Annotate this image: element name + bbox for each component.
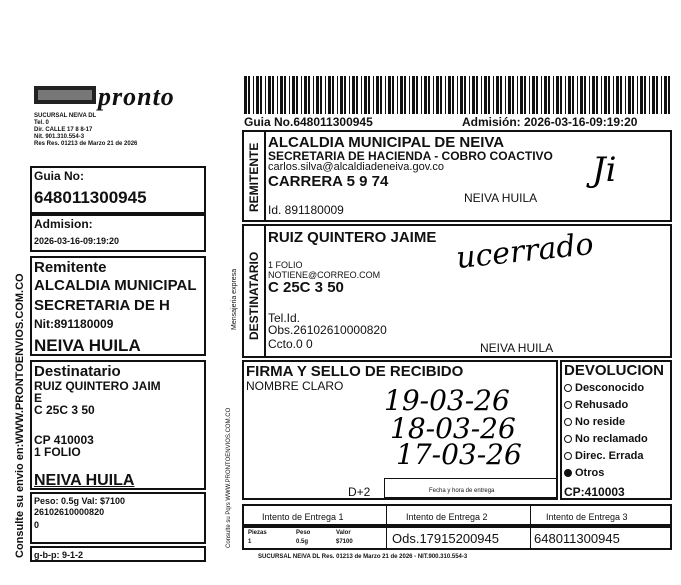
radio-circle-icon — [564, 435, 572, 443]
barcode-bar — [536, 76, 538, 114]
barcode-bar — [380, 76, 382, 114]
dest-notify: NOTIENE@CORREO.COM — [268, 270, 381, 280]
barcode-bar — [272, 76, 274, 114]
ods-value: 26102610000820 — [34, 507, 105, 517]
barcode-bar — [649, 76, 650, 114]
radio-circle-icon — [564, 401, 572, 409]
dest-side-text: Mensajeria expresa — [231, 268, 238, 330]
remitente-box — [30, 256, 206, 356]
guia-box — [30, 166, 206, 214]
main-guia: Guia No.648011300945 — [244, 115, 373, 129]
barcode-bar — [268, 76, 271, 114]
branch-tel: Tel. 0 — [34, 120, 49, 126]
dest-city-main: NEIVA HUILA — [480, 341, 554, 355]
barcode-bar — [412, 76, 415, 114]
intento-1: Intento de Entrega 1 — [262, 512, 344, 522]
barcode-bar — [428, 76, 430, 114]
barcode-bar — [656, 76, 658, 114]
barcode-bar — [400, 76, 403, 114]
barcode-bar — [644, 76, 646, 114]
barcode-bar — [604, 76, 607, 114]
barcode-bar — [253, 76, 254, 114]
branch-resolution: Res Res. 01213 de Marzo 21 de 2026 — [34, 141, 138, 147]
barcode-bar — [661, 76, 662, 114]
intentos-row — [242, 504, 672, 526]
dest-line3: C 25C 3 50 — [34, 403, 95, 417]
branch-name: SUCURSAL NEIVA DL — [34, 113, 97, 119]
barcode-bar — [289, 76, 290, 114]
barcode-bar — [532, 76, 535, 114]
barcode-bar — [524, 76, 526, 114]
sender-info — [34, 113, 204, 148]
barcode-bar — [457, 76, 458, 114]
barcode-bar — [352, 76, 355, 114]
barcode-bar — [500, 76, 502, 114]
barcode-bar — [409, 76, 410, 114]
radio-circle-icon — [564, 469, 572, 477]
devolucion-option[interactable] — [564, 431, 648, 448]
firma-dd: D+2 — [348, 485, 371, 499]
handwritten-initials: Ji — [592, 150, 617, 190]
firma-side-text: Consulte su Pqrs WWW.PRONTOENVIOS.COM.CO — [226, 407, 232, 548]
barcode-bar — [361, 76, 362, 114]
bottom-guia: 648011300945 — [534, 531, 620, 546]
radio-circle-icon — [564, 418, 572, 426]
firma-panel — [242, 360, 558, 500]
barcode-bar — [440, 76, 442, 114]
devolucion-option[interactable] — [564, 380, 648, 397]
remitente-side-label: REMITENTE — [247, 142, 261, 212]
devolucion-panel — [560, 360, 672, 500]
barcode-bar — [248, 76, 250, 114]
barcode-bar — [301, 76, 302, 114]
branch-address: Dir. CALLE 17 8 8-17 — [34, 127, 93, 133]
barcode-bar — [577, 76, 578, 114]
remitente-line2: SECRETARIA DE H — [34, 297, 170, 314]
devolucion-option[interactable] — [564, 414, 648, 431]
barcode-bar — [608, 76, 610, 114]
remitente-panel — [242, 130, 672, 222]
barcode-bar — [376, 76, 379, 114]
barcode-bar — [337, 76, 338, 114]
bottom-row — [242, 526, 672, 550]
barcode-bar — [568, 76, 571, 114]
barcode-bar — [488, 76, 490, 114]
barcode-bar — [560, 76, 562, 114]
barcode-bar — [328, 76, 331, 114]
valor-value: $7100 — [336, 539, 353, 545]
peso-value: Peso: 0.5g Val: $7100 — [34, 496, 126, 506]
intento-3: Intento de Entrega 3 — [546, 512, 628, 522]
dest-folio: 1 FOLIO — [34, 445, 81, 459]
barcode-bar — [472, 76, 475, 114]
remitente-address: CARRERA 5 9 74 — [268, 173, 389, 190]
branch-nit: Nit. 901.310.554-3 — [34, 134, 85, 140]
barcode-bar — [244, 76, 247, 114]
remitente-city: NEIVA HUILA — [34, 336, 141, 355]
barcode-bar — [640, 76, 643, 114]
barcode-bar — [344, 76, 346, 114]
dest-obs: Obs.26102610000820 — [268, 323, 387, 337]
barcode-bar — [548, 76, 550, 114]
barcode-bar — [385, 76, 386, 114]
barcode-bar — [565, 76, 566, 114]
admision-value: 2026-03-16-09:19:20 — [34, 236, 120, 246]
barcode-bar — [601, 76, 602, 114]
barcode-bar — [584, 76, 586, 114]
barcode-bar — [349, 76, 350, 114]
barcode-bar — [265, 76, 266, 114]
dest-line2: E — [34, 391, 43, 405]
guia-number: 648011300945 — [34, 188, 147, 207]
barcode-bar — [520, 76, 523, 114]
remitente-city-main: NEIVA HUILA — [464, 191, 538, 205]
dest-ccto: Ccto.0 0 — [268, 337, 313, 351]
devolucion-title: DEVOLUCION — [564, 362, 665, 379]
dest-line1: RUIZ QUINTERO JAIM — [34, 379, 161, 393]
devolucion-cp: CP:410003 — [564, 485, 625, 499]
barcode-bar — [512, 76, 514, 114]
dest-name: RUIZ QUINTERO JAIME — [268, 229, 437, 246]
devolucion-options — [564, 380, 648, 482]
barcode-bar — [508, 76, 511, 114]
barcode-bar — [589, 76, 590, 114]
barcode-bar — [308, 76, 310, 114]
remitente-id: Id. 891180009 — [268, 203, 344, 217]
footer-code: g-b-p: 9-1-2 — [34, 550, 83, 560]
barcode-bar — [325, 76, 326, 114]
destinatario-label: Destinatario — [34, 363, 121, 380]
barcode-bar — [493, 76, 494, 114]
barcode — [244, 76, 674, 114]
destinatario-box — [30, 360, 206, 490]
barcode-bar — [284, 76, 286, 114]
destinatario-side-label: DESTINATARIO — [247, 251, 261, 340]
barcode-bar — [596, 76, 598, 114]
barcode-bar — [625, 76, 626, 114]
barcode-bar — [277, 76, 278, 114]
barcode-bar — [613, 76, 614, 114]
dest-address-main: C 25C 3 50 — [268, 279, 344, 296]
barcode-bar — [556, 76, 559, 114]
barcode-bar — [373, 76, 374, 114]
barcode-bar — [553, 76, 554, 114]
remitente-nit: Nit:891180009 — [34, 317, 114, 331]
barcode-bar — [460, 76, 463, 114]
barcode-bar — [544, 76, 547, 114]
barcode-bar — [340, 76, 343, 114]
devolucion-option-label: No reside — [575, 416, 626, 428]
destinatario-panel — [242, 224, 672, 358]
valor-label: Valor — [336, 530, 351, 536]
bottom-ods: Ods.17915200945 — [392, 531, 499, 546]
left-side-url: Consulte su envio en:WWW.PRONTOENVIOS.COM.CO — [14, 273, 26, 558]
barcode-bar — [448, 76, 451, 114]
barcode-bar — [416, 76, 418, 114]
pieza-value: 1 — [248, 539, 252, 545]
bottom-footer: SUCURSAL NEIVA DL Res. 01213 de Marzo 21 de 2026 - NIT.900.310.554-3 — [258, 554, 468, 560]
sender-logo — [32, 82, 202, 110]
barcode-bar — [496, 76, 499, 114]
barcode-bar — [652, 76, 655, 114]
peso-box — [30, 492, 206, 544]
logo-text: pronto — [98, 82, 175, 111]
barcode-bar — [616, 76, 619, 114]
barcode-bar — [580, 76, 583, 114]
devolucion-option[interactable] — [564, 465, 648, 482]
main-admision: Admisión: 2026-03-16-09:19:20 — [462, 115, 638, 129]
barcode-bar — [529, 76, 530, 114]
barcode-bar — [392, 76, 394, 114]
remitente-label: Remitente — [34, 259, 107, 276]
devolucion-option-label: Rehusado — [575, 399, 629, 411]
barcode-bar — [484, 76, 487, 114]
firma-title: FIRMA Y SELLO DE RECIBIDO — [246, 363, 464, 380]
handwritten-note: ucerrado — [454, 226, 596, 277]
zero-value: 0 — [34, 520, 40, 530]
barcode-bar — [469, 76, 470, 114]
barcode-bar — [433, 76, 434, 114]
barcode-bar — [292, 76, 295, 114]
devolucion-option-label: Otros — [575, 467, 605, 479]
barcode-bar — [421, 76, 422, 114]
admision-label: Admision: — [34, 217, 93, 231]
barcode-bar — [316, 76, 319, 114]
guia-label: Guia No: — [34, 169, 84, 183]
barcode-bar — [356, 76, 358, 114]
barcode-bar — [320, 76, 322, 114]
remitente-dept: SECRETARIA DE HACIENDA - COBRO COACTIVO — [268, 149, 553, 163]
barcode-bar — [592, 76, 595, 114]
barcode-bar — [452, 76, 454, 114]
radio-circle-icon — [564, 452, 572, 460]
remitente-line1: ALCALDIA MUNICIPAL — [34, 277, 197, 294]
fecha-entrega-label: Fecha y hora de entrega — [429, 488, 495, 494]
barcode-bar — [476, 76, 478, 114]
devolucion-option[interactable] — [564, 448, 648, 465]
peso-label: Peso — [296, 530, 311, 536]
devolucion-option-label: No reclamado — [575, 433, 648, 445]
barcode-bar — [304, 76, 307, 114]
remitente-email: carlos.silva@alcaldiadeneiva.gov.co — [268, 161, 445, 173]
barcode-bar — [481, 76, 482, 114]
barcode-bar — [445, 76, 446, 114]
handwritten-date-3: 17-03-26 — [396, 438, 522, 471]
barcode-bar — [397, 76, 398, 114]
barcode-bar — [572, 76, 574, 114]
barcode-bar — [464, 76, 466, 114]
peso-value-main: 0.5g — [296, 539, 309, 545]
dest-tel: Tel.Id. — [268, 311, 301, 325]
barcode-bar — [637, 76, 638, 114]
barcode-bar — [280, 76, 283, 114]
devolucion-option-label: Direc. Errada — [575, 450, 644, 462]
barcode-bar — [364, 76, 367, 114]
dest-cp: CP 410003 — [34, 433, 94, 447]
intento-2: Intento de Entrega 2 — [406, 512, 488, 522]
barcode-bar — [388, 76, 391, 114]
barcode-bar — [505, 76, 506, 114]
footer-code-box — [30, 546, 206, 562]
barcode-bar — [368, 76, 370, 114]
firma-nombre: NOMBRE CLARO — [246, 379, 344, 393]
barcode-bar — [296, 76, 298, 114]
devolucion-option-label: Desconocido — [575, 382, 645, 394]
barcode-bar — [541, 76, 542, 114]
admision-box — [30, 214, 206, 252]
handwritten-date-2: 18-03-26 — [390, 412, 516, 445]
barcode-bar — [664, 76, 667, 114]
barcode-bar — [260, 76, 262, 114]
barcode-bar — [668, 76, 670, 114]
devolucion-option[interactable] — [564, 397, 648, 414]
barcode-bar — [632, 76, 634, 114]
barcode-bar — [424, 76, 427, 114]
barcode-bar — [436, 76, 439, 114]
barcode-bar — [628, 76, 631, 114]
dest-folio-main: 1 FOLIO — [268, 260, 303, 270]
barcode-bar — [332, 76, 334, 114]
barcode-bar — [256, 76, 259, 114]
remitente-name: ALCALDIA MUNICIPAL DE NEIVA — [268, 134, 505, 151]
radio-circle-icon — [564, 384, 572, 392]
handwritten-date-1: 19-03-26 — [384, 384, 510, 417]
dest-city: NEIVA HUILA — [34, 472, 135, 489]
barcode-bar — [404, 76, 406, 114]
barcode-bar — [620, 76, 622, 114]
pieza-label: Piezas — [248, 530, 267, 536]
barcode-bar — [313, 76, 314, 114]
barcode-bar — [517, 76, 518, 114]
